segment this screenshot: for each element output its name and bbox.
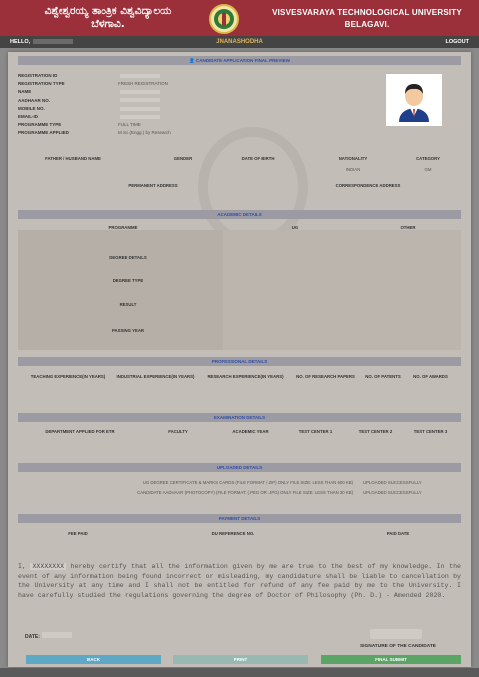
paid-date-header: PAID DATE <box>386 531 410 536</box>
back-button[interactable]: BACK <box>26 655 161 664</box>
candidate-field-row <box>18 105 160 113</box>
site-header <box>0 0 479 36</box>
personal-header-cell: DATE OF BIRTH <box>241 156 275 161</box>
field-value-redacted <box>120 107 160 111</box>
professional-title: PROFESSIONAL DETAILS <box>211 359 268 364</box>
signature-image <box>370 629 422 639</box>
field-label: MOBILE NO. <box>18 105 45 111</box>
declaration-name: XXXXXXXX <box>32 563 65 570</box>
upload-status-aadhaar: UPLOADED SUCCESSFULLY <box>363 490 422 495</box>
upload-label-degree: UG DEGREE CERTIFICATE & MARKS CARDS (FILE FORMAT / ZIP) ONLY FILE SIZE: LESS THAN 500 KB) <box>142 480 353 485</box>
candidate-field-row <box>18 129 171 137</box>
examination-header-cell: FACULTY <box>168 429 188 434</box>
personal-header-cell: GENDER <box>173 156 193 161</box>
professional-section-band <box>18 357 461 366</box>
kannada-title <box>18 5 198 31</box>
site-footer <box>0 668 479 677</box>
payment-section-band <box>18 514 461 523</box>
candidate-field-row <box>18 88 160 96</box>
examination-title: EXAMINATION DETAILS <box>213 415 266 420</box>
professional-header-cell: INDUSTRIAL EXPERIENCE(IN YEARS) <box>116 374 195 379</box>
field-label: REGISTRATION ID <box>18 73 58 78</box>
professional-header-cell: NO. OF PATENTS <box>365 374 401 379</box>
academic-title: ACADEMIC DETAILS <box>217 212 262 217</box>
examination-header-cell: TEST CENTER 1 <box>298 429 333 434</box>
declaration-body: hereby certify that all the information given by me are true to the best of my knowledge. In the event of any information being found incorrect or misleading, my candidature shall be liable to cancellation by the University at any time and I shall not be entitled for refund of any fee paid by me to the University. I have carefully studied the regulations governing the degree of Doctor of Philosophy (Ph. D.) - Amended 2020. <box>18 563 461 599</box>
personal-header-cell: FATHER / HUSBAND NAME <box>45 156 101 161</box>
personal-value-cell: INDIAN <box>345 167 361 172</box>
user-icon: 👤 <box>189 58 196 63</box>
field-label: PROGRAMME TYPE <box>18 122 62 128</box>
examination-header-cell: TEST CENTER 3 <box>413 429 448 434</box>
kannada-title-line1: ವಿಶ್ವೇಶ್ವರಯ್ಯ ತಾಂತ್ರಿಕ ವಿಶ್ವವಿದ್ಯಾಲಯ <box>44 5 172 17</box>
application-preview-card <box>8 52 471 667</box>
field-value: FRESH REGISTRATION <box>118 81 168 87</box>
preview-title-band <box>18 56 461 65</box>
field-label: AADHAAR NO. <box>18 97 50 103</box>
logout-link[interactable]: LOGOUT <box>445 39 469 45</box>
date-value-redacted <box>42 632 72 638</box>
upload-label-aadhaar: CANDIDATE AADHAAR (PHOTOCOPY) (FILE FORMAT: (.PEG OR .JPG) ONLY FILE SIZE: LESS THAN 30 KB) <box>137 490 353 495</box>
declaration-prefix: I, <box>18 563 26 570</box>
declaration-text <box>18 562 461 600</box>
du-reference-header: DU REFERENCE NO. <box>211 531 255 536</box>
correspondence-address-header: CORRESPONDENCE ADDRESS <box>335 183 401 188</box>
signature-label: SIGNATURE OF THE CANDIDATE <box>359 644 437 649</box>
kannada-title-line2: ಬೆಳಗಾವಿ. <box>91 18 125 30</box>
payment-title: PAYMENT DETAILS <box>218 516 261 521</box>
examination-section-band <box>18 413 461 422</box>
professional-header-cell: TEACHING EXPERIENCE(IN YEARS) <box>30 374 106 379</box>
permanent-address-header: PERMANENT ADDRESS <box>128 183 178 188</box>
candidate-field-row <box>18 72 160 80</box>
field-value-redacted <box>120 90 160 94</box>
field-value: M.Sc.(Engg.) by Research <box>118 130 171 136</box>
examination-header-cell: DEPARTMENT APPLIED FOR ETR <box>45 429 115 434</box>
english-title-line2: BELAGAVI. <box>344 20 390 29</box>
user-bar <box>0 36 479 48</box>
fee-paid-header: FEE PAID <box>68 531 88 536</box>
upload-status-degree: UPLOADED SUCCESSFULLY <box>363 480 422 485</box>
professional-header-cell: RESEARCH EXPERIENCE(IN YEARS) <box>207 374 284 379</box>
programme-header: PROGRAMME <box>108 225 138 230</box>
english-title-line1: VISVESVARAYA TECHNOLOGICAL UNIVERSITY <box>272 8 462 17</box>
final-submit-button[interactable]: FINAL SUBMIT <box>321 655 461 664</box>
candidate-field-row <box>18 121 141 129</box>
field-value: FULL TIME <box>118 122 141 128</box>
field-label: REGISTRATION TYPE <box>18 81 65 87</box>
personal-header-cell: CATEGORY <box>416 156 440 161</box>
field-label: NAME <box>18 89 32 95</box>
field-label: EMAIL-ID <box>18 114 38 119</box>
personal-value-cell: GM <box>424 167 432 172</box>
academic-row-label: DEGREE TYPE <box>112 278 144 283</box>
candidate-field-row <box>18 113 160 121</box>
academic-row-label: PASSING YEAR <box>111 328 145 333</box>
academic-row-label: DEGREE DETAILS <box>109 255 147 260</box>
professional-header-cell: NO. OF AWARDS <box>413 374 448 379</box>
examination-header-cell: ACADEMIC YEAR <box>232 429 269 434</box>
candidate-field-row <box>18 80 168 88</box>
uploaded-title: UPLOADED DETAILS <box>216 465 263 470</box>
uploaded-section-band <box>18 463 461 472</box>
professional-header-cell: NO. OF RESEARCH PAPERS <box>296 374 355 379</box>
academic-section-band <box>18 210 461 219</box>
greeting-label: HELLO, <box>10 39 31 45</box>
candidate-photo <box>386 74 442 126</box>
field-value-redacted <box>120 115 160 119</box>
ug-header: UG <box>291 225 299 230</box>
university-logo <box>209 4 239 34</box>
field-value-redacted <box>120 74 160 78</box>
personal-header-cell: NATIONALITY <box>338 156 368 161</box>
print-button[interactable]: PRINT <box>173 655 308 664</box>
date-label: DATE: <box>25 634 40 640</box>
preview-title: CANDIDATE APPLICATION FINAL PREVIEW <box>196 58 290 63</box>
portal-brand: JNANASHODHA <box>216 39 263 45</box>
other-header: OTHER <box>400 225 416 230</box>
candidate-field-row <box>18 97 160 105</box>
field-value-redacted <box>120 98 160 102</box>
field-label: PROGRAMME APPLIED <box>18 130 69 136</box>
academic-row-label: RESULT <box>119 302 137 307</box>
english-title <box>262 7 472 31</box>
examination-header-cell: TEST CENTER 2 <box>358 429 393 434</box>
